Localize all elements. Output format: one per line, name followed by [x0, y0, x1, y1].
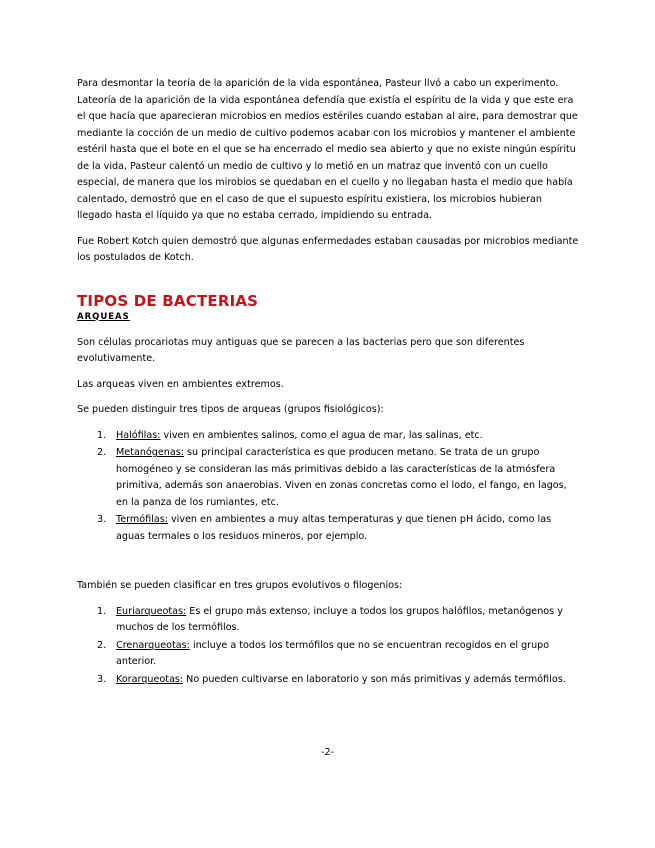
list-item-text: viven en ambientes a muy altas temperaturas y que tienen pH ácido, como las aguas termales o los residuos mineros, por ejemplo. [116, 514, 552, 542]
physiological-groups-list [77, 428, 579, 546]
section-title: TIPOS DE BACTERIAS [77, 291, 259, 310]
list-item-number: 2. [97, 639, 107, 651]
list-item-term: Metanógenas: [116, 447, 184, 458]
list-item-text: No pueden cultivarse en laboratorio y son más primitivas y además termófilos. [183, 673, 566, 685]
list-item-term: Crenarqueotas: [116, 639, 190, 651]
intro-paragraph-pasteur: Para desmontar la teoría de la aparición de la vida espontánea, Pasteur llvó a cabo un experimento. Lateoría de la aparición de la vida espontánea defendía que existía el espíritu de la vida y que este era el que hacía que aparecieran microbios en medios estériles cuando estaban al aire, para demostrar que mediante la cocción de un medio de cultivo podemos acabar con los microbios y mantener el ambiente estéril hasta que el bote en el que se ha encerrado el medio sea abierto y que no existe ningún espíritu de la vida, Pasteur calentó un medio de cultivo y lo metió en un matraz que inventó con un cuello especial, de manera que los mirobios se quedaban en el cuello y no llegaban hasta el medio que había calentado, demostró que en el caso de que el supuesto espíritu existiera, los microbios hubieran llegado hasta el líquido ya que no estaba cerrado, impidiendo su entrada. [77, 78, 578, 221]
list-item [77, 604, 579, 637]
list-item-text: incluye a todos los termófilos que no se encuentran recogidos en el grupo anterior. [116, 639, 550, 667]
list-item-term: Halófilas: [116, 429, 161, 441]
evolutionary-groups-intro: También se pueden clasificar en tres grupos evolutivos o filogenios: [77, 580, 403, 591]
list-item-number: 1. [97, 429, 107, 441]
page-number: -2- [320, 747, 335, 758]
list-item-text: su principal característica es que producen metano. Se trata de un grupo homogéneo y se consideran las más primitivas debido a las características de la atmósfera primitiva, además son anaerobias. Viven en zonas concretas como el lodo, el fango, en lagos, en la panza de los rumiantes, etc. [116, 447, 567, 508]
list-item [77, 512, 579, 545]
subsection-title: ARQUEAS [77, 311, 130, 322]
list-item-number: 3. [97, 673, 107, 685]
list-item-number: 3. [97, 514, 107, 525]
list-item [77, 428, 579, 445]
list-item-text: viven en ambientes salinos, como el agua de mar, las salinas, etc. [160, 429, 483, 441]
intro-paragraph-koch: Fue Robert Kotch quien demostró que algunas enfermedades estaban causadas por microbios mediante los postulados de Kotch. [77, 235, 579, 263]
list-item [77, 445, 579, 511]
list-item-text: Es el grupo más extenso, incluye a todos los grupos halófilos, metanógenos y muchos de los termófilos. [116, 605, 563, 633]
page-content [77, 76, 579, 697]
physiological-groups-intro: Se pueden distinguir tres tipos de arqueas (grupos fisiológicos): [77, 404, 384, 415]
list-item-term: Korarqueotas: [116, 673, 184, 685]
list-item-term: Termófilas: [116, 514, 168, 525]
arqueas-habitat: Las arqueas viven en ambientes extremos. [77, 378, 284, 390]
list-item-number: 1. [97, 605, 107, 617]
list-item-term: Euriarqueotas: [116, 605, 187, 617]
list-item [77, 672, 579, 689]
arqueas-description: Son células procariotas muy antiguas que se parecen a las bacterias pero que son diferentes evolutivamente. [77, 336, 525, 364]
spacer [77, 554, 579, 578]
evolutionary-groups-list [77, 604, 579, 689]
list-item [77, 638, 579, 671]
list-item-number: 2. [97, 447, 107, 458]
